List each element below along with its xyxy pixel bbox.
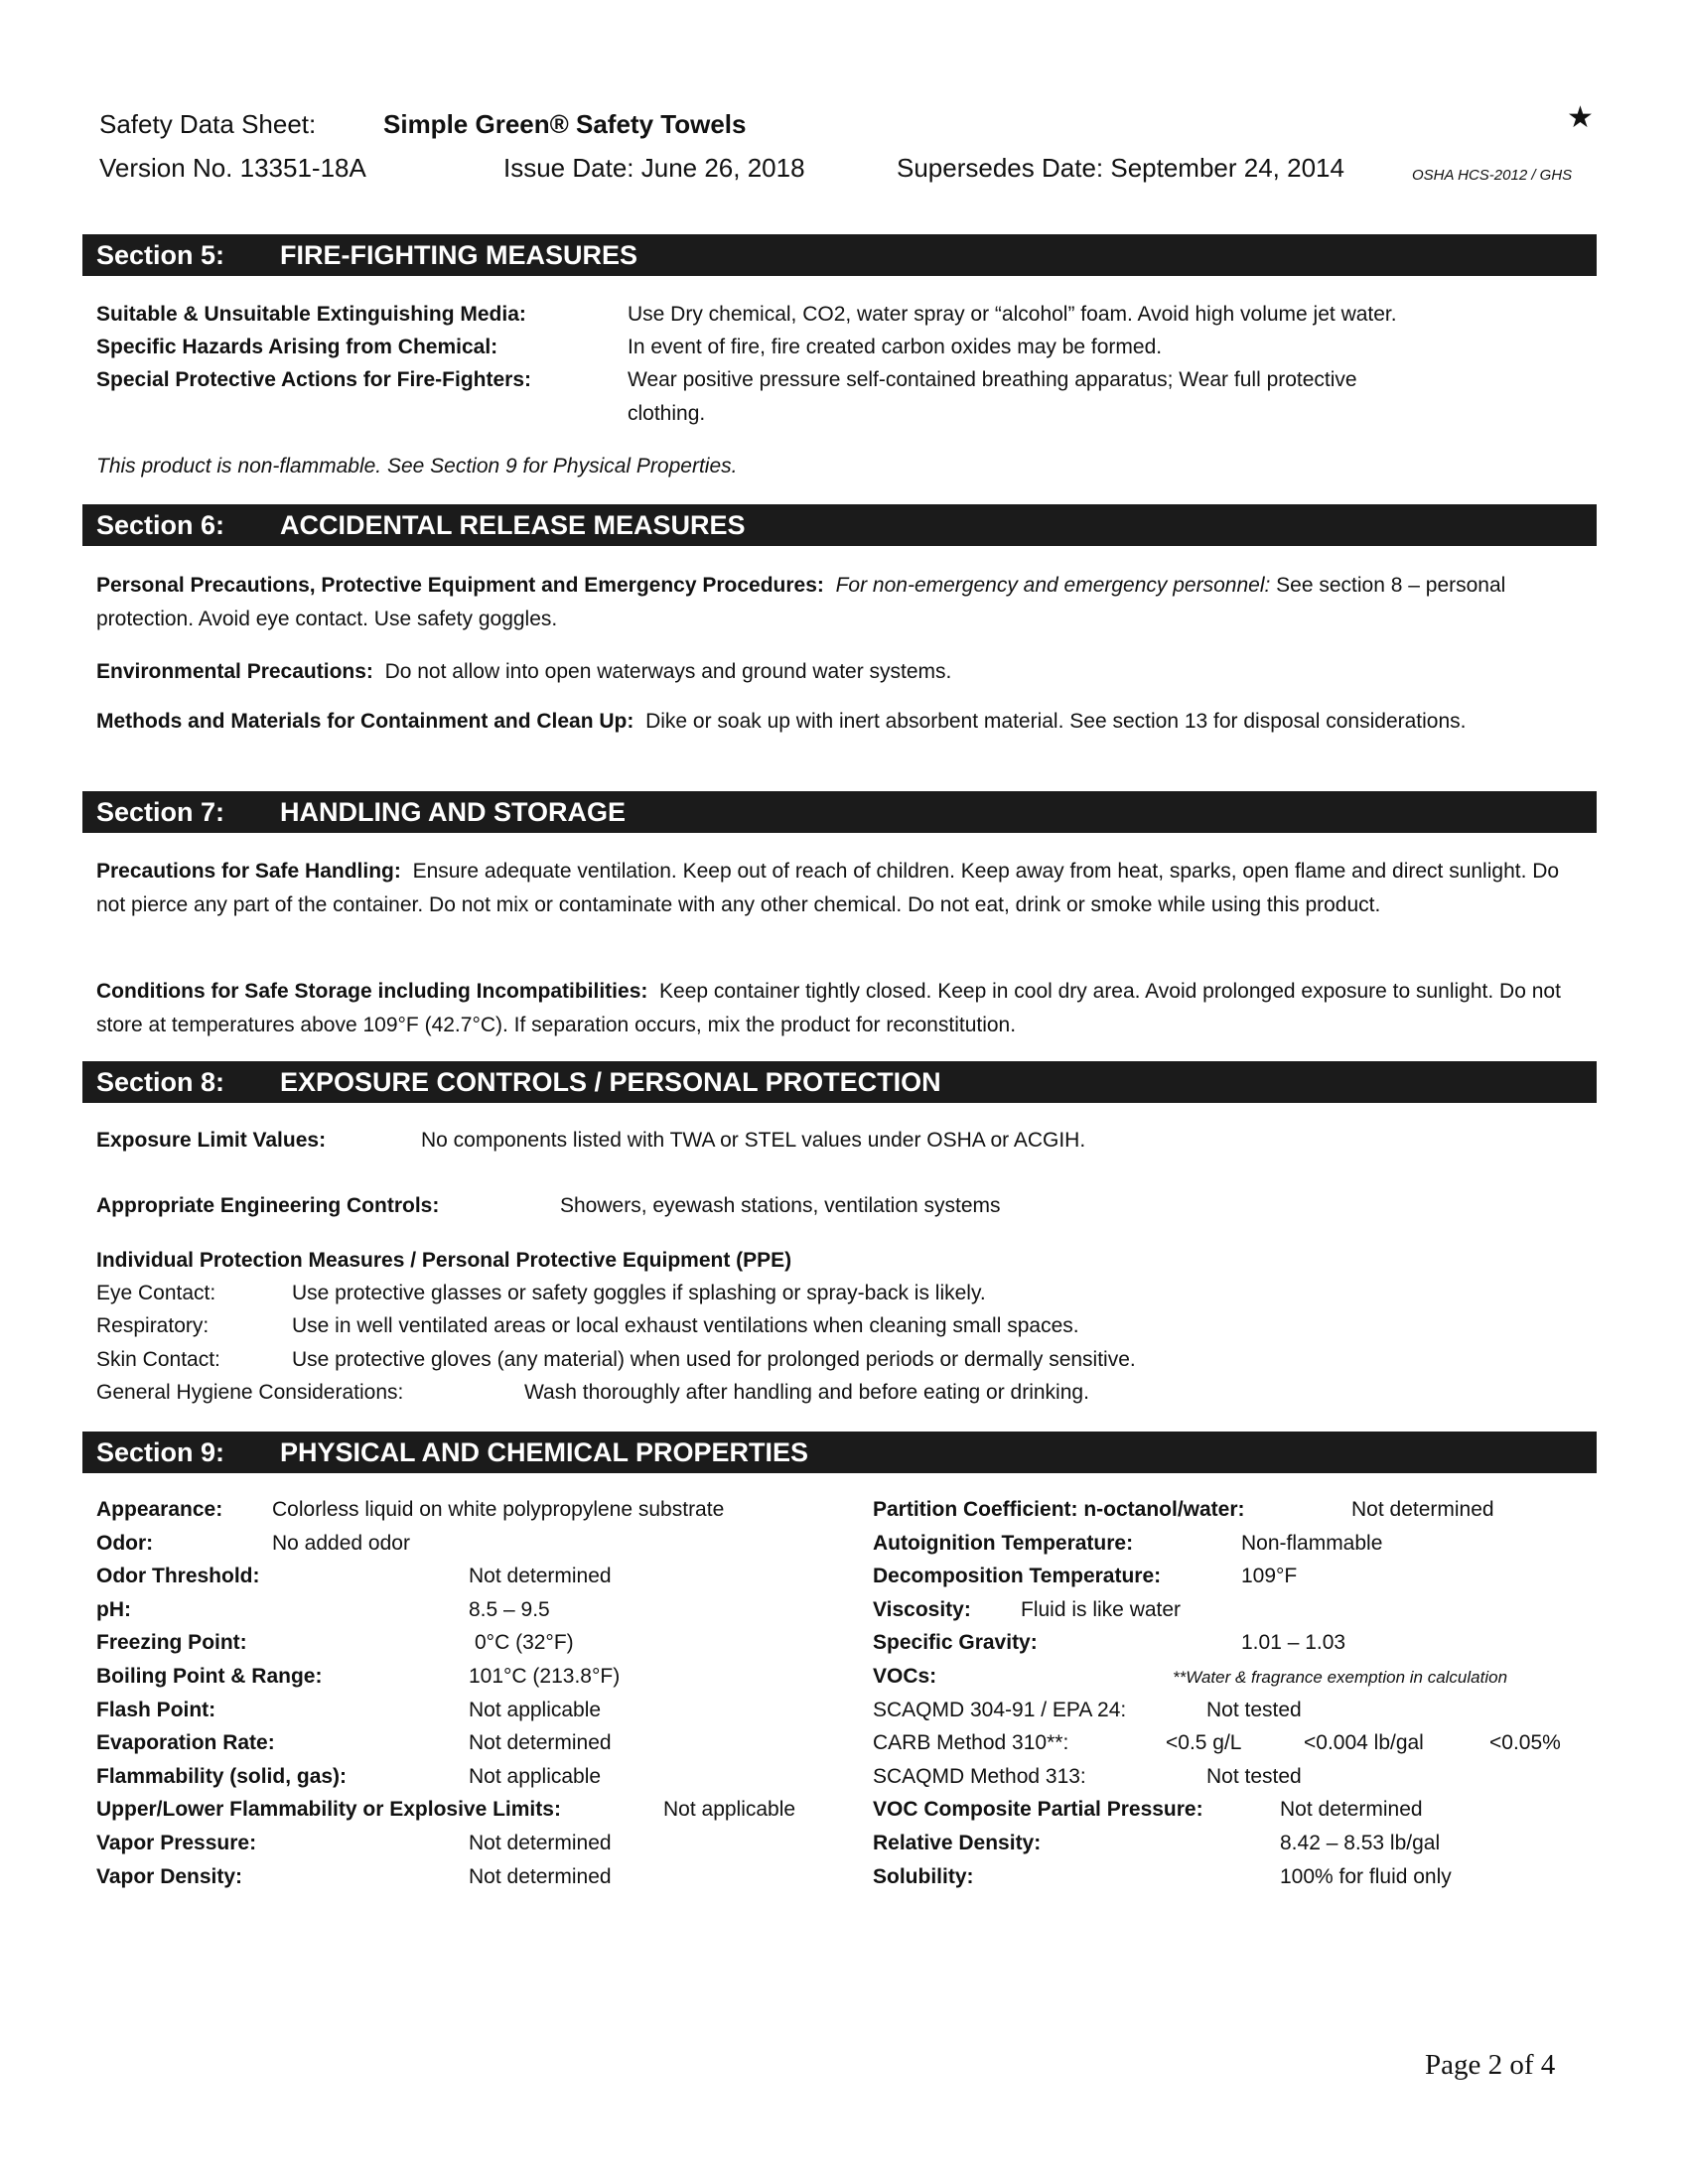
field-value: Showers, eyewash stations, ventilation systems (560, 1194, 1001, 1217)
property-label: SCAQMD 304-91 / EPA 24: (873, 1698, 1127, 1721)
property-label: Flash Point: (96, 1698, 216, 1721)
property-label: Viscosity: (873, 1597, 971, 1621)
field-italic: For non-emergency and emergency personnel: (835, 574, 1271, 597)
field-value: clothing. (628, 402, 706, 425)
field-label: General Hygiene Considerations: (96, 1381, 404, 1404)
page-number: Page 2 of 4 (1425, 2049, 1556, 2081)
section-note: This product is non-flammable. See Section 9 for Physical Properties. (96, 455, 738, 478)
section-9-header (82, 1432, 1597, 1473)
section-number: Section 5: (96, 240, 225, 270)
section-7-header (82, 791, 1597, 833)
property-value: <0.05% (1489, 1731, 1561, 1755)
field-value: Dike or soak up with inert absorbent material. See section 13 for disposal considerations. (645, 710, 1467, 733)
property-label: pH: (96, 1597, 131, 1621)
property-value: <0.5 g/L (1166, 1731, 1242, 1755)
paragraph (96, 569, 1586, 635)
field-label: Personal Precautions, Protective Equipment and Emergency Procedures: (96, 574, 824, 597)
star-icon: ★ (1567, 101, 1594, 134)
doc-label: Safety Data Sheet: (99, 109, 317, 139)
property-label: Flammability (solid, gas): (96, 1764, 348, 1788)
property-label: Relative Density: (873, 1832, 1042, 1854)
section-number: Section 7: (96, 797, 225, 827)
property-value: Not applicable (469, 1764, 602, 1788)
field-value: Use Dry chemical, CO2, water spray or “alcohol” foam. Avoid high volume jet water. (628, 303, 1397, 326)
property-label: CARB Method 310**: (873, 1731, 1069, 1755)
section-number: Section 8: (96, 1067, 225, 1097)
property-label: Decomposition Temperature: (873, 1565, 1162, 1588)
property-label: Solubility: (873, 1864, 974, 1888)
paragraph (96, 705, 1586, 739)
product-name: Simple Green® Safety Towels (383, 109, 747, 139)
property-label: Odor: (96, 1531, 154, 1555)
supersedes-date: Supersedes Date: September 24, 2014 (897, 153, 1344, 183)
property-value: Fluid is like water (1021, 1597, 1182, 1621)
property-value: 1.01 – 1.03 (1241, 1631, 1346, 1655)
section-title: FIRE-FIGHTING MEASURES (280, 240, 638, 270)
property-label: Vapor Density: (96, 1864, 243, 1888)
field-value: Wash thoroughly after handling and before eating or drinking. (524, 1381, 1089, 1404)
property-value: 101°C (213.8°F) (469, 1665, 621, 1688)
property-value: Not determined (469, 1864, 612, 1888)
section-title: HANDLING AND STORAGE (280, 797, 627, 827)
property-value: 8.5 – 9.5 (469, 1597, 550, 1621)
field-value: Use in well ventilated areas or local exhaust ventilations when cleaning small spaces. (292, 1314, 1079, 1337)
property-value: 109°F (1241, 1565, 1298, 1588)
section-number: Section 6: (96, 510, 225, 540)
property-value: Not determined (469, 1832, 612, 1854)
field-label: Skin Contact: (96, 1348, 220, 1371)
property-label: VOC Composite Partial Pressure: (873, 1798, 1203, 1822)
section-8-header (82, 1061, 1597, 1103)
section-title: PHYSICAL AND CHEMICAL PROPERTIES (280, 1437, 809, 1467)
voc-footnote: **Water & fragrance exemption in calculation (1173, 1668, 1508, 1687)
field-value: In event of fire, fire created carbon oxides may be formed. (628, 336, 1163, 358)
field-label: Conditions for Safe Storage including Incompatibilities: (96, 980, 648, 1003)
property-value: Not tested (1206, 1698, 1302, 1721)
field-label: Exposure Limit Values: (96, 1129, 327, 1152)
property-value: Non-flammable (1241, 1531, 1383, 1555)
field-label: Methods and Materials for Containment and Clean Up: (96, 710, 634, 733)
paragraph (96, 855, 1586, 921)
property-label: Boiling Point & Range: (96, 1665, 323, 1688)
property-label: Odor Threshold: (96, 1565, 260, 1588)
field-value: No components listed with TWA or STEL values under OSHA or ACGIH. (421, 1129, 1086, 1152)
property-value: Colorless liquid on white polypropylene substrate (272, 1498, 725, 1521)
field-label: Respiratory: (96, 1314, 210, 1337)
property-label: Vapor Pressure: (96, 1832, 257, 1854)
field-value: Keep container tightly closed. Keep in cool dry area. Avoid prolonged exposure to sunlight. Do not store at temperatures above 109°F (42.7°C). If separation occurs, mix the product for reconstitution. (96, 980, 1561, 1036)
field-value: Ensure adequate ventilation. Keep out of reach of children. Keep away from heat, sparks, open flame and direct sunlight. Do not pierce any part of the container. Do not mix or contaminate with any other chemical. Do not eat, drink or smoke while using this product. (96, 860, 1560, 916)
property-value: Not determined (1280, 1798, 1423, 1822)
property-label: Specific Gravity: (873, 1631, 1038, 1655)
field-value: Use protective glasses or safety goggles if splashing or spray-back is likely. (292, 1282, 986, 1304)
field-value: Do not allow into open waterways and ground water systems. (384, 660, 952, 683)
field-label: Precautions for Safe Handling: (96, 860, 401, 883)
ppe-heading: Individual Protection Measures / Personal Protective Equipment (PPE) (96, 1249, 792, 1272)
property-label: Autoignition Temperature: (873, 1531, 1134, 1555)
property-label: Appearance: (96, 1498, 223, 1521)
property-label: Upper/Lower Flammability or Explosive Limits: (96, 1798, 561, 1822)
field-label: Special Protective Actions for Fire-Fighters: (96, 368, 531, 391)
version-number: Version No. 13351-18A (99, 153, 366, 183)
section-title: ACCIDENTAL RELEASE MEASURES (280, 510, 746, 540)
paragraph (96, 975, 1586, 1041)
field-label: Environmental Precautions: (96, 660, 373, 683)
section-6-header (82, 504, 1597, 546)
section-title: EXPOSURE CONTROLS / PERSONAL PROTECTION (280, 1067, 941, 1097)
property-value: No added odor (272, 1531, 410, 1555)
paragraph (96, 655, 1586, 689)
property-value: Not applicable (663, 1798, 796, 1822)
property-label: Evaporation Rate: (96, 1731, 275, 1755)
field-label: Appropriate Engineering Controls: (96, 1194, 440, 1217)
issue-date: Issue Date: June 26, 2018 (503, 153, 805, 183)
section-5-header (82, 234, 1597, 276)
field-label: Suitable & Unsuitable Extinguishing Media: (96, 303, 526, 326)
field-value: Use protective gloves (any material) when used for prolonged periods or dermally sensitive. (292, 1348, 1136, 1371)
property-value: Not tested (1206, 1764, 1302, 1788)
property-value: Not determined (1351, 1498, 1494, 1521)
property-value: Not determined (469, 1731, 612, 1755)
field-label: Eye Contact: (96, 1282, 216, 1304)
property-label: Freezing Point: (96, 1631, 247, 1655)
property-value: Not determined (469, 1565, 612, 1588)
field-value: Wear positive pressure self-contained breathing apparatus; Wear full protective (628, 368, 1357, 391)
property-value: 8.42 – 8.53 lb/gal (1280, 1832, 1441, 1854)
property-value: <0.004 lb/gal (1304, 1731, 1424, 1755)
property-value: 0°C (32°F) (475, 1631, 574, 1655)
field-label: Specific Hazards Arising from Chemical: (96, 336, 498, 358)
property-value: Not applicable (469, 1698, 602, 1721)
osha-standard: OSHA HCS-2012 / GHS (1412, 167, 1573, 184)
property-value: 100% for fluid only (1280, 1864, 1452, 1888)
property-label: Partition Coefficient: n-octanol/water: (873, 1498, 1245, 1521)
property-label: VOCs: (873, 1665, 937, 1688)
property-label: SCAQMD Method 313: (873, 1764, 1086, 1788)
field-value: See section 8 – personal protection. Avoid eye contact. Use safety goggles. (96, 574, 1506, 630)
section-number: Section 9: (96, 1437, 225, 1467)
